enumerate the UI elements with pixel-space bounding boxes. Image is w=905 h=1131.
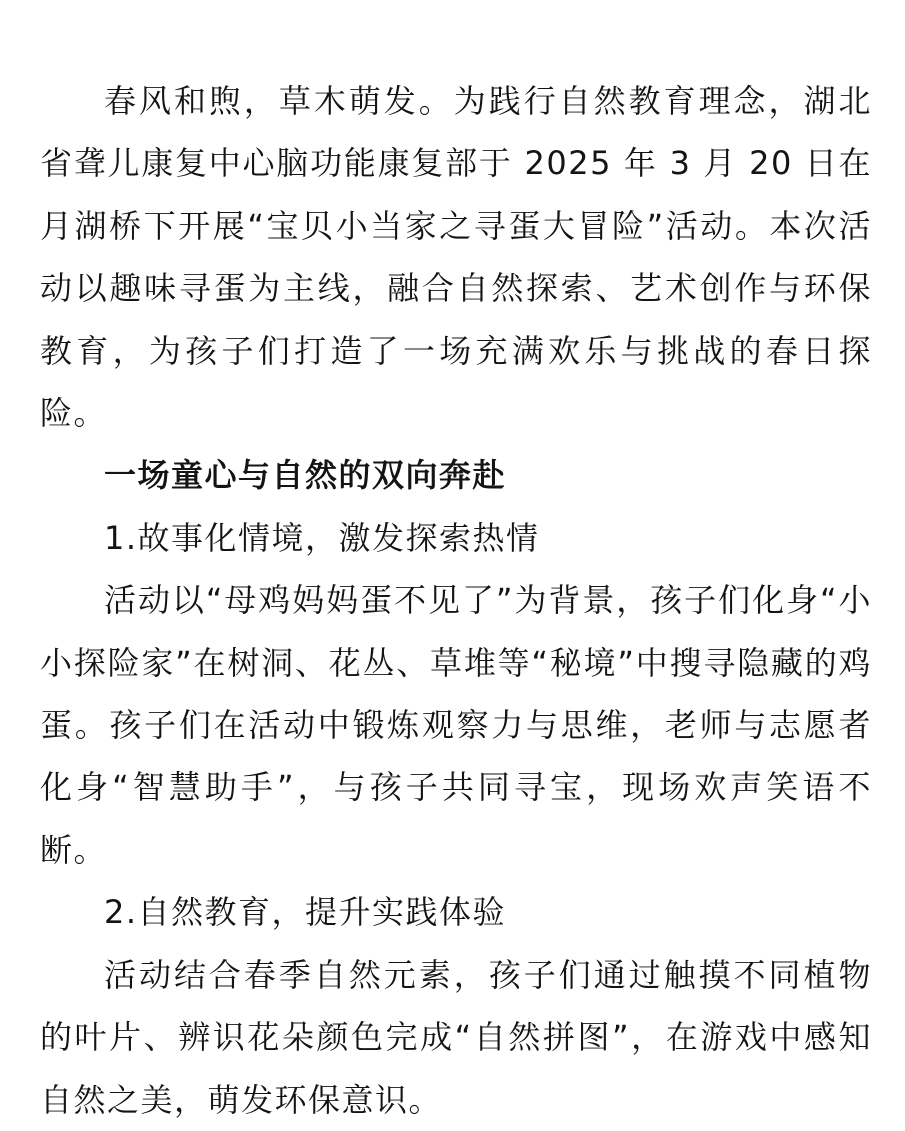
intro-paragraph: 春风和煦，草木萌发。为践行自然教育理念，湖北省聋儿康复中心脑功能康复部于 2025 年 3 月 20 日在月湖桥下开展“宝贝小当家之寻蛋大冒险”活动。本次活动以趣味寻蛋为主线，融合自然探索、艺术创作与环保教育，为孩子们打造了一场充满欢乐与挑战的春日探险。	[40, 82, 872, 433]
subsection-2-paragraph: 活动结合春季自然元素，孩子们通过触摸不同植物的叶片、辨识花朵颜色完成“自然拼图”，在游戏中感知自然之美，萌发环保意识。	[40, 955, 872, 1119]
section-heading: 一场童心与自然的双向奔赴	[104, 456, 507, 495]
subheading-2: 2.自然教育，提升实践体验	[104, 893, 507, 932]
article-body	[40, 70, 872, 1131]
subsection-1-paragraph: 活动以“母鸡妈妈蛋不见了”为背景，孩子们化身“小小探险家”在树洞、花丛、草堆等“秘境”中搜寻隐藏的鸡蛋。孩子们在活动中锻炼观察力与思维，老师与志愿者化身“智慧助手”，与孩子共同寻宝，现场欢声笑语不断。	[40, 581, 872, 869]
subheading-1: 1.故事化情境，激发探索热情	[104, 518, 540, 557]
